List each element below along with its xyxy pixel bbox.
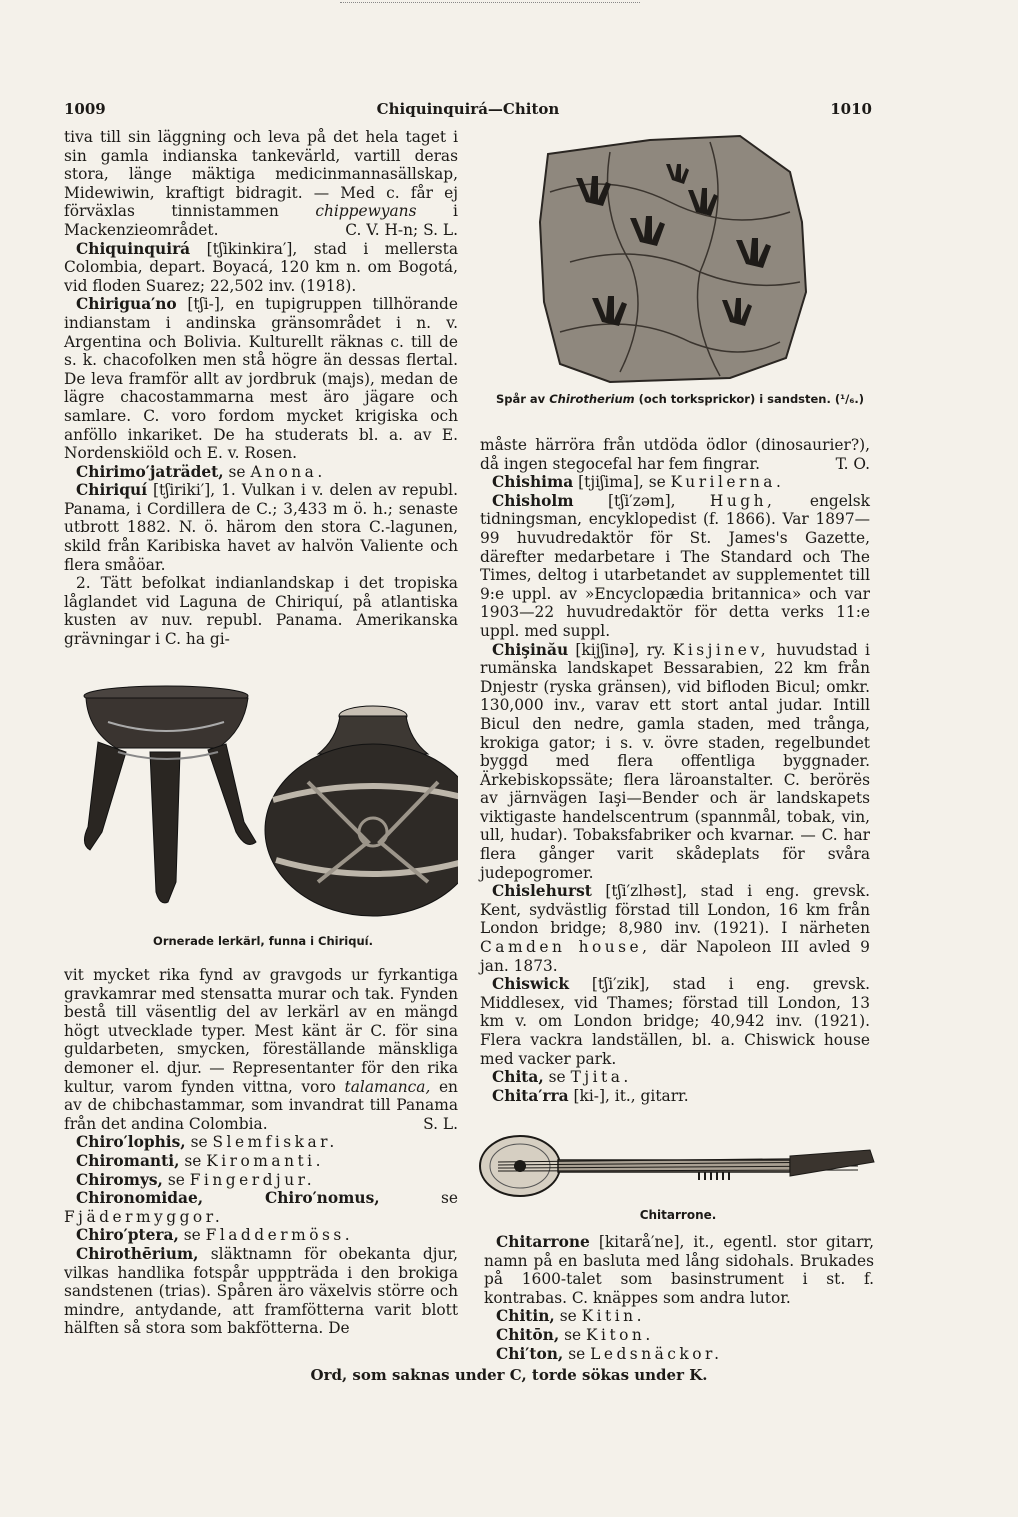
author-signature-2: S. L.: [423, 1114, 458, 1133]
running-head: Chiquinquirá—Chiton: [376, 100, 560, 118]
entry-chisinau: Chişinău [kijʃinə], ry. Kisjinev, huvudstad i rumänska landskapet Bessarabien, 22 km från Dnjestr (ryska gränsen), vid bifloden Bicul; omkr. 130,000 inv., varav ett stort antal judar. Intill Bicul den nedre, gamla staden, med trånga, krokiga gator; i s. v. övre staden, regelbundet byggd med flera offentliga byggnader. Ärkebiskopssäte; flera läroanstalter. C. berörës av järnvägen Iaşi—Bender och är landskapets viktigaste handelscentrum (spannmål, tobak, vin, ull, hudar). Tobaksfabriker och kvarnar. — C. har flera gånger varit skådeplats för svåra judepogromer.: [480, 640, 870, 882]
page-header: [64, 96, 872, 124]
tripod-vessel-image: [84, 686, 256, 903]
entry-chiton-1: Chitōn, se Kiton.: [496, 1325, 654, 1344]
entry-chiromanti: Chiromanti, se Kiromanti.: [76, 1151, 324, 1170]
page-footer-note: Ord, som saknas under C, torde sökas under K.: [310, 1366, 708, 1384]
entry-chita: Chita, se Tjita.: [492, 1068, 632, 1087]
vessels-illustration: [68, 682, 458, 922]
entry-chiroptera: Chiro′ptera, se Fladdermöss.: [76, 1226, 354, 1245]
entry-chishima: Chishima [tjiʃima], se Kurilerna.: [492, 473, 785, 492]
entry-chiriqui-continuation: vit mycket rika fynd av gravgods ur fyrkantiga gravkamrar med stensatta murar och tak. Fynden bestå till väsentlig del av lerkärl av en mängd högt utvecklade typer. Mest känt är C. för sina guldarbeten, smycken, föreställande mänskliga demoner el. djur. — Representanter för den rika kultur, varom fynden vittna, voro talamanca, en av de chibchastammar, som invandrat till Panama från det andina Colombia. S. L.: [64, 966, 458, 1133]
figure-vessels-caption: Ornerade lerkärl, funna i Chiriquí.: [153, 934, 373, 948]
entry-chirotherium-continuation: måste härröra från utdöda ödlor (dinosaurier?), då ingen stegocefal har fem fingrar. T. O.: [480, 436, 870, 473]
author-signature: C. V. H-n; S. L.: [345, 220, 458, 239]
article-continuation: tiva till sin läggning och leva på det hela taget i sin gamla indianska tankevärld, vartill deras stora, länge mäktiga medicinmannasällskap, Midewiwin, kraftigt bidragit. — Med c. får ej förväxlas tinnistammen chippewyans i Mackenzieområdet. C. V. H-n; S. L.: [64, 128, 458, 239]
left-column-bottom: [64, 966, 458, 1338]
figure-chitarrone-caption: Chitarrone.: [639, 1208, 717, 1222]
chirotherium-slab-image: [490, 132, 870, 384]
right-column-bottom: [484, 1233, 874, 1363]
figure-vessels: [68, 682, 458, 948]
top-rule: [340, 2, 640, 3]
figure-chirotherium: [490, 132, 870, 406]
entry-chisholm: Chisholm [tʃi′zəm], Hugh, engelsk tidningsman, encyklopedist (f. 1866). Var 1897—99 huvudredaktör för St. James's Gazette, därefter medarbetare i The Standard och The Times, deltog i utarbetandet av supplementet till 9:e uppl. av »Encyclopædia britannica» och var 1903—22 huvudredaktör för detta verks 11:e uppl. med suppl.: [480, 491, 870, 640]
left-column-top: [64, 128, 458, 649]
entry-chiswick: Chiswick [tʃi′zik], stad i eng. grevsk. Middlesex, vid Thames; förstad till London, 13 km v. om London bridge; 40,942 inv. (1921). Flera vackra landställen, bl. a. Chiswick house med vacker park.: [480, 975, 870, 1068]
entry-chirimojatradet: Chirimo′jaträdet, se Anona.: [76, 462, 326, 481]
figure-chitarrone: [478, 1132, 878, 1222]
right-column-top: [480, 436, 870, 1105]
page-number-right: 1010: [830, 100, 872, 118]
entry-chiton-2: Chi′ton, se Ledsnäckor.: [496, 1344, 723, 1363]
entry-chiriqui-2: 2. Tätt befolkat indianlandskap i det tropiska låglandet vid Laguna de Chiriquí, på atlantiska kusten av nuv. republ. Panama. Amerikanska grävningar i C. ha gi-: [64, 574, 458, 649]
entry-chitarrone: Chitarrone [kitarå′ne], it., egentl. stor gitarr, namn på en basluta med lång sidohals. Brukades på 1600-talet som basinstrument i st. f. kontrabas. C. knäppes som andra lutor.: [484, 1233, 874, 1307]
globular-jar-image: [265, 706, 458, 916]
entry-chiriqui: Chiriquí [tʃiriki′], 1. Vulkan i v. delen av republ. Panama, i Cordillera de C.; 3,433 m ö. h.; senaste utbrott 1882. N. ö. härom den stora C.-lagunen, skild från Karibiska havet av halvön Valiente och flera småöar.: [64, 481, 458, 574]
entry-chirolophis: Chiro′lophis, se Slemfiskar.: [76, 1133, 338, 1152]
entry-chiquinquira: Chiquinquirá [tʃikinkira′], stad i mellersta Colombia, depart. Boyacá, 120 km n. om Bogotá, vid floden Suarez; 22,502 inv. (1918).: [64, 239, 458, 295]
entry-chitin: Chitin, se Kitin.: [496, 1307, 645, 1326]
entry-chislehurst: Chislehurst [tʃi′zlhəst], stad i eng. grevsk. Kent, sydvästlig förstad till London, 16 km från London bridge; 8,980 inv. (1921). I närheten Camden house, där Napoleon III avled 9 jan. 1873.: [480, 882, 870, 975]
entry-chironomidae: Chironomidae, Chiro′nomus, se Fjädermyggor.: [64, 1189, 458, 1226]
entry-chitarra: Chita′rra [ki-], it., gitarr.: [492, 1086, 689, 1105]
entry-chiriguano: Chirigua′no [tʃi-], en tupigruppen tillhörande indianstam i andinska gränsområdet i n. v. Argentina och Bolivia. Kulturellt räknas c. till de s. k. chacofolken men stå högre än dessas flertal. De leva framför allt av jordbruk (majs), medan de lägre chacostammarna mest äro jägare och samlare. C. voro fordom mycket krigiska och anföllo inkariket. De ha studerats bl. a. av E. Nordenskiöld och E. v. Rosen.: [64, 295, 458, 463]
chitarrone-image: [478, 1132, 878, 1202]
entry-chiromys: Chiromys, se Fingerdjur.: [76, 1170, 316, 1189]
entry-chirotherium: Chirothērium, släktnamn för obekanta djur, vilkas handlika fotspår upppträda i den brokiga sandstenen (trias). Spåren äro växelvis större och mindre, antydande, att framfötterna varit blott hälften så stora som bakfötterna. De: [64, 1244, 458, 1338]
page-number-left: 1009: [64, 100, 106, 118]
author-signature-3: T. O.: [835, 454, 870, 473]
figure-chirotherium-caption: Spår av Chirotherium (och torksprickor) i sandsten. (¹/₆.): [495, 392, 865, 406]
